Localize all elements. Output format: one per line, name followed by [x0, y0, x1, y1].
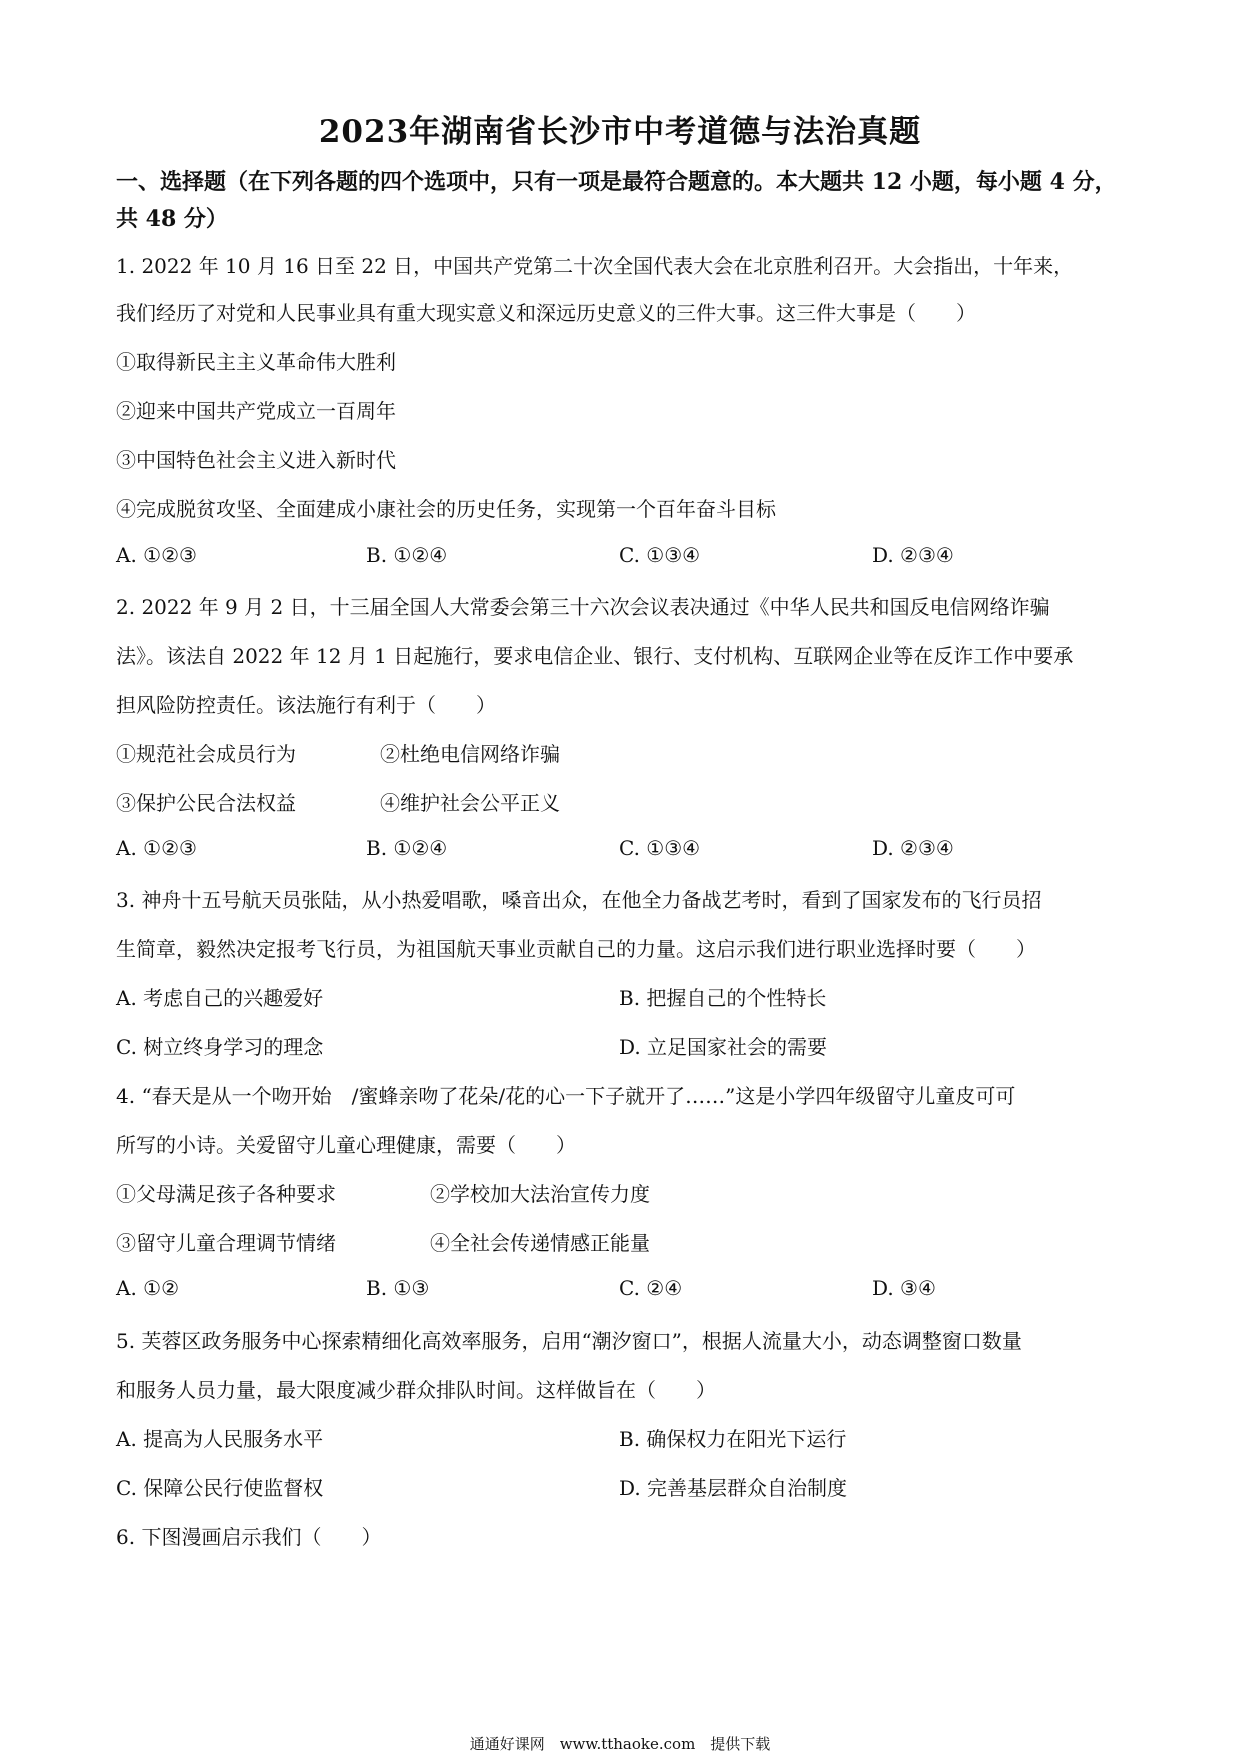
- q2-stem-line2: 法》。该法自 2022 年 12 月 1 日起施行，要求电信企业、银行、支付机构、互联网企业等在反诈工作中要承: [116, 644, 1074, 668]
- q3-stem-line1: 3. 神舟十五号航天员张陆，从小热爱唱歌，嗓音出众，在他全力备战艺考时，看到了国家发布的飞行员招: [116, 888, 1042, 912]
- q1-option-d: D. ②③④: [872, 543, 954, 567]
- q5-option-d: D. 完善基层群众自治制度: [619, 1476, 848, 1500]
- q2-option-d: D. ②③④: [872, 836, 954, 860]
- q6-stem-line1: 6. 下图漫画启示我们（ ）: [116, 1525, 382, 1549]
- q4-statement-2: ②学校加大法治宣传力度: [430, 1182, 650, 1206]
- q4-option-a: A. ①②: [116, 1276, 180, 1300]
- q5-option-b: B. 确保权力在阳光下运行: [619, 1427, 847, 1451]
- q2-statement-1: ①规范社会成员行为: [116, 742, 296, 766]
- q3-stem-line2: 生简章，毅然决定报考飞行员，为祖国航天事业贡献自己的力量。这启示我们进行职业选择时要（ ）: [116, 937, 1036, 961]
- q2-stem-line1: 2. 2022 年 9 月 2 日，十三届全国人大常委会第三十六次会议表决通过《中华人民共和国反电信网络诈骗: [116, 595, 1050, 619]
- q2-option-b: B. ①②④: [366, 836, 448, 860]
- q2-statement-3: ③保护公民合法权益: [116, 791, 296, 815]
- q5-stem-line1: 5. 芙蓉区政务服务中心探索精细化高效率服务，启用“潮汐窗口”，根据人流量大小，动态调整窗口数量: [116, 1329, 1022, 1353]
- q1-option-b: B. ①②④: [366, 543, 448, 567]
- q1-statement-1: ①取得新民主主义革命伟大胜利: [116, 350, 396, 374]
- q1-stem-line2: 我们经历了对党和人民事业具有重大现实意义和深远历史意义的三件大事。这三件大事是（ ）: [116, 301, 976, 325]
- q2-option-c: C. ①③④: [619, 836, 701, 860]
- q4-option-d: D. ③④: [872, 1276, 936, 1300]
- q3-option-d: D. 立足国家社会的需要: [619, 1035, 828, 1059]
- section-heading: 一、选择题（在下列各题的四个选项中，只有一项是最符合题意的。本大题共 12 小题，每小题 4 分，共 48 分）: [116, 169, 1117, 232]
- q4-statement-4: ④全社会传递情感正能量: [430, 1231, 650, 1255]
- q4-statement-1: ①父母满足孩子各种要求: [116, 1182, 336, 1206]
- q3-option-a: A. 考虑自己的兴趣爱好: [116, 986, 324, 1010]
- q4-stem-line1: 4. “春天是从一个吻开始 /蜜蜂亲吻了花朵/花的心一下子就开了……”这是小学四年级留守儿童皮可可: [116, 1084, 1016, 1108]
- q1-option-a: A. ①②③: [116, 543, 197, 567]
- q1-statement-4: ④完成脱贫攻坚、全面建成小康社会的历史任务，实现第一个百年奋斗目标: [116, 497, 776, 521]
- q2-option-a: A. ①②③: [116, 836, 197, 860]
- q1-option-c: C. ①③④: [619, 543, 701, 567]
- q1-statement-2: ②迎来中国共产党成立一百周年: [116, 399, 396, 423]
- q1-statement-3: ③中国特色社会主义进入新时代: [116, 448, 396, 472]
- q2-statement-4: ④维护社会公平正义: [380, 791, 560, 815]
- q3-option-b: B. 把握自己的个性特长: [619, 986, 827, 1010]
- q1-stem-line1: 1. 2022 年 10 月 16 日至 22 日，中国共产党第二十次全国代表大会在北京胜利召开。大会指出，十年来，: [116, 254, 1074, 278]
- page-title: 2023年湖南省长沙市中考道德与法治真题: [318, 114, 922, 150]
- q3-option-c: C. 树立终身学习的理念: [116, 1035, 324, 1059]
- q4-statement-3: ③留守儿童合理调节情绪: [116, 1231, 336, 1255]
- q4-option-c: C. ②④: [619, 1276, 683, 1300]
- q4-stem-line2: 所写的小诗。关爱留守儿童心理健康，需要（ ）: [116, 1133, 576, 1157]
- q5-stem-line2: 和服务人员力量，最大限度减少群众排队时间。这样做旨在（ ）: [116, 1378, 716, 1402]
- q5-option-a: A. 提高为人民服务水平: [116, 1427, 324, 1451]
- q5-option-c: C. 保障公民行使监督权: [116, 1476, 324, 1500]
- page-footer: 通通好课网 www.tthaoke.com 提供下载: [469, 1735, 771, 1753]
- q2-statement-2: ②杜绝电信网络诈骗: [380, 742, 560, 766]
- q4-option-b: B. ①③: [366, 1276, 430, 1300]
- q2-stem-line3: 担风险防控责任。该法施行有利于（ ）: [116, 693, 496, 717]
